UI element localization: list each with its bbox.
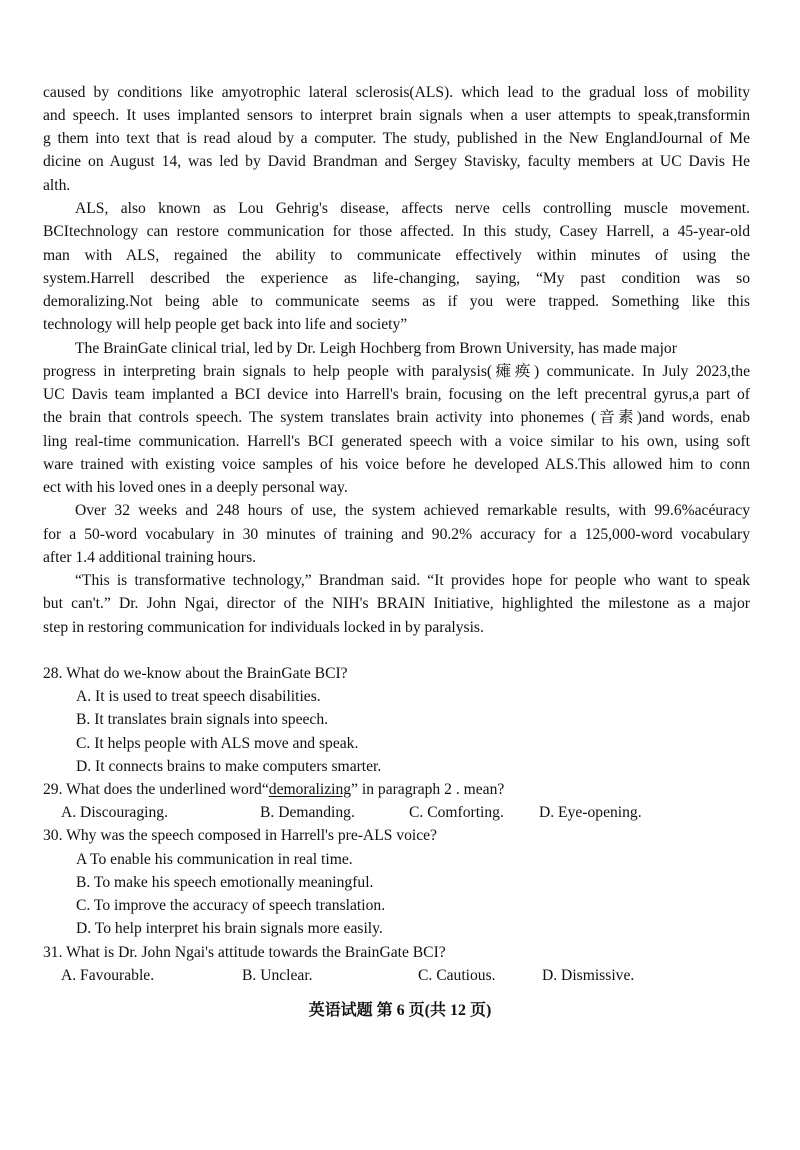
text-line: technology will help people get back into life and society” <box>43 316 408 333</box>
text-line: step in restoring communication for individuals locked in by paralysis. <box>43 619 484 636</box>
text-line: ling real-time communication. Harrell's BCI generated speech with a voice similar to his own, using soft <box>43 433 750 450</box>
option-a[interactable]: A To enable his communication in real time. <box>76 851 353 868</box>
text-line: but can't.” Dr. John Ngai, director of the NIH's BRAIN Initiative, highlighted the milestone as a major <box>43 595 750 612</box>
question-stem: 28. What do we-know about the BrainGate BCI? <box>43 665 348 682</box>
option-d[interactable]: D. To help interpret his brain signals more easily. <box>76 920 383 937</box>
text-line: UC Davis team implanted a BCI device into Harrell's brain, focusing on the left precentral gyrus,a part of <box>43 386 750 403</box>
stem-text: ” in paragraph 2 . mean? <box>351 781 505 798</box>
text-line: BCItechnology can restore communication for those affected. In this study, Casey Harrell, a 45-year-old <box>43 223 750 240</box>
text-line: ware trained with existing voice samples of his voice before he developed ALS.This allowed him to conn <box>43 456 750 473</box>
option-c[interactable]: C. Cautious. <box>418 967 496 984</box>
option-d[interactable]: D. Eye-opening. <box>539 804 642 821</box>
text-line: ALS, also known as Lou Gehrig's disease, affects nerve cells controlling muscle movement. <box>75 200 750 217</box>
stem-text: 29. What does the underlined word“ <box>43 781 269 798</box>
question-stem <box>43 778 750 801</box>
question-stem: 31. What is Dr. John Ngai's attitude towards the BrainGate BCI? <box>43 944 446 961</box>
option-c[interactable]: C. Comforting. <box>409 804 504 821</box>
text-line: system.Harrell described the experience as life-changing, saying, “My past condition was so <box>43 270 750 287</box>
underlined-word: demoralizing <box>268 781 352 798</box>
text-line: caused by conditions like amyotrophic lateral sclerosis(ALS). which lead to the gradual loss of mobility <box>43 84 750 101</box>
question-stem: 30. Why was the speech composed in Harrell's pre-ALS voice? <box>43 827 437 844</box>
text-line: g them into text that is read aloud by a computer. The study, published in the New EnglandJournal of Me <box>43 130 750 147</box>
text-line: dicine on August 14, was led by David Brandman and Sergey Stavisky, faculty members at UC Davis He <box>43 153 750 170</box>
text-line: progress in interpreting brain signals to help people with paralysis(瘫痪) communicate. In July 2023,the <box>43 363 750 380</box>
option-a[interactable]: A. Favourable. <box>61 967 155 984</box>
option-c[interactable]: C. It helps people with ALS move and speak. <box>76 735 359 752</box>
text-line: and speech. It uses implanted sensors to interpret brain signals when a user attempts to speak,transformin <box>43 107 750 124</box>
option-a[interactable]: A. Discouraging. <box>61 804 168 821</box>
option-d[interactable]: D. It connects brains to make computers smarter. <box>76 758 382 775</box>
option-b[interactable]: B. It translates brain signals into speech. <box>76 711 329 728</box>
option-b[interactable]: B. Demanding. <box>260 804 355 821</box>
option-b[interactable]: B. Unclear. <box>242 967 313 984</box>
text-line: ect with his loved ones in a deeply personal way. <box>43 479 348 496</box>
text-line: the brain that controls speech. The system translates brain activity into phonemes (音素)and words, enab <box>43 409 750 426</box>
option-a[interactable]: A. It is used to treat speech disabilities. <box>76 688 321 705</box>
text-line: The BrainGate clinical trial, led by Dr. Leigh Hochberg from Brown University, has made major <box>75 340 677 357</box>
text-line: Over 32 weeks and 248 hours of use, the system achieved remarkable results, with 99.6%acéuracy <box>75 502 750 519</box>
text-line: after 1.4 additional training hours. <box>43 549 257 566</box>
page-footer: 英语试题 第 6 页(共 12 页) <box>308 1002 492 1019</box>
option-c[interactable]: C. To improve the accuracy of speech translation. <box>76 897 386 914</box>
text-line: alth. <box>43 177 71 194</box>
text-line: “This is transformative technology,” Brandman said. “It provides hope for people who want to speak <box>75 572 750 589</box>
text-line: for a 50-word vocabulary in 30 minutes of training and 90.2% accuracy for a 125,000-word vocabulary <box>43 526 750 543</box>
option-b[interactable]: B. To make his speech emotionally meaningful. <box>76 874 374 891</box>
text-line: man with ALS, regained the ability to communicate effectively within minutes of using the <box>43 247 750 264</box>
option-d[interactable]: D. Dismissive. <box>542 967 635 984</box>
text-line: demoralizing.Not being able to communicate seems as if you were trapped. Something like this <box>43 293 750 310</box>
